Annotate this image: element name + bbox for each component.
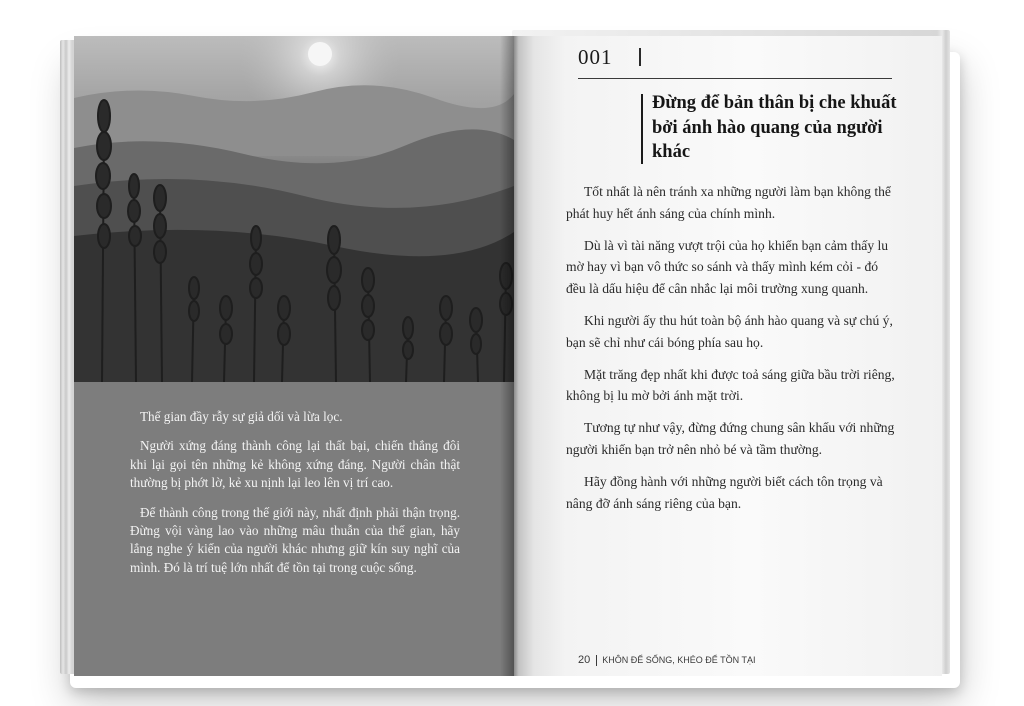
chapter-number: 001 <box>578 45 613 69</box>
left-paragraph: Thế gian đầy rẫy sự giả dối và lừa lọc. <box>140 409 343 424</box>
right-paragraph: Tương tự như vậy, đừng đứng chung sân khấu với những người khiến bạn trở nên nhỏ bé và tầm thường. <box>566 420 895 457</box>
right-page-text <box>566 181 900 524</box>
chapter-rule <box>578 78 892 79</box>
sun-icon <box>308 42 332 66</box>
lavender-field-image <box>74 36 514 382</box>
chapter-title: Đừng để bản thân bị che khuất bởi ánh hào quang của người khác <box>652 93 897 162</box>
right-paragraph: Hãy đồng hành với những người biết cách tôn trọng và nâng đỡ ánh sáng riêng của bạn. <box>566 473 883 511</box>
book-title: KHÔN ĐỂ SỐNG, KHÉO ĐỂ TỒN TẠI <box>602 655 756 665</box>
right-paragraph: Khi người ấy thu hút toàn bộ ánh hào quang và sự chú ý, bạn sẽ chỉ như cái bóng phía sau họ. <box>566 312 893 350</box>
left-page <box>74 36 514 676</box>
lavender-photo <box>74 36 514 382</box>
page-footer <box>578 654 755 666</box>
page-number: 20 <box>578 654 591 666</box>
title-accent-bar <box>641 94 643 164</box>
right-page <box>514 36 942 676</box>
left-paragraph: Người xứng đáng thành công lại thất bại, chiến thắng đôi khi lại gọi tên những kẻ không xứng đáng. Người chân thật thường bị phớt lờ, kẻ xu nịnh lại leo lên vị trí cao. <box>130 438 460 491</box>
book-gutter <box>500 36 534 676</box>
right-paragraph: Mặt trăng đẹp nhất khi được toả sáng giữa bầu trời riêng, không bị lu mờ bởi ánh mặt trời. <box>566 366 895 404</box>
chapter-divider <box>639 48 641 66</box>
footer-divider <box>596 655 597 666</box>
right-paragraph: Dù là vì tài năng vượt trội của họ khiến bạn cảm thấy lu mờ hay vì bạn vô thức so sánh và thấy mình kém cỏi - đó đều là dấu hiệu để cân nhắc lại môi trường xung quanh. <box>566 237 889 297</box>
left-paragraph: Để thành công trong thế giới này, nhất định phải thận trọng. Đừng vội vàng lao vào những mâu thuẫn của thế gian, hãy lắng nghe ý kiến của người khác nhưng giữ kín suy nghĩ của mình. Đó là trí tuệ lớn nhất để tồn tại trong cuộc sống. <box>130 504 460 575</box>
left-page-text <box>130 408 460 588</box>
right-paragraph: Tốt nhất là nên tránh xa những người làm bạn không thể phát huy hết ánh sáng của chính mình. <box>566 184 891 221</box>
